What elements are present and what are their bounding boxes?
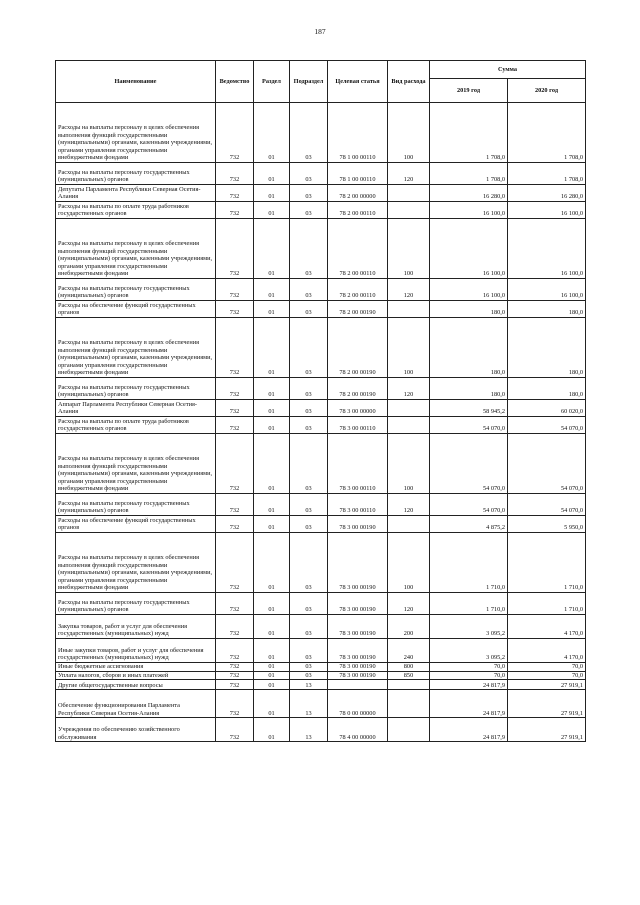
cell-s2019: 180,0 (430, 301, 508, 318)
table-row (56, 690, 586, 718)
cell-s2020: 180,0 (508, 378, 586, 400)
cell-raz: 01 (254, 718, 290, 742)
budget-table (55, 60, 586, 742)
table-row (56, 533, 586, 593)
cell-cs: 78 3 00 00190 (328, 615, 388, 639)
cell-vr (388, 680, 430, 690)
cell-cs: 78 3 00 00190 (328, 663, 388, 672)
table-row (56, 663, 586, 672)
cell-s2019: 16 100,0 (430, 279, 508, 301)
cell-ved: 732 (216, 434, 254, 494)
cell-ved: 732 (216, 533, 254, 593)
cell-s2020: 16 100,0 (508, 219, 586, 279)
cell-ved: 732 (216, 593, 254, 615)
cell-vr: 100 (388, 434, 430, 494)
header-podrazdel: Подраздел (290, 61, 328, 103)
table-row (56, 378, 586, 400)
table-row (56, 718, 586, 742)
cell-pod: 03 (290, 318, 328, 378)
cell-s2019: 70,0 (430, 663, 508, 672)
table-row (56, 103, 586, 163)
cell-pod: 03 (290, 163, 328, 185)
cell-s2020: 16 100,0 (508, 279, 586, 301)
cell-s2020: 180,0 (508, 318, 586, 378)
cell-s2020: 1 708,0 (508, 163, 586, 185)
cell-pod: 03 (290, 494, 328, 516)
cell-s2019: 180,0 (430, 378, 508, 400)
cell-raz: 01 (254, 279, 290, 301)
cell-name: Расходы на выплаты персоналу в целях обеспечения выполнения функций государственными (муниципальными) органами, казенными учреждениями, органами управления государственными внебюджетными фондами (56, 318, 216, 378)
cell-name: Расходы на выплаты персоналу в целях обеспечения выполнения функций государственными (муниципальными) органами, казенными учреждениями, органами управления государственными внебюджетными фондами (56, 103, 216, 163)
table-row (56, 615, 586, 639)
cell-pod: 03 (290, 219, 328, 279)
cell-cs: 78 2 00 00190 (328, 378, 388, 400)
cell-ved: 732 (216, 417, 254, 434)
table-row (56, 516, 586, 533)
cell-vr: 200 (388, 615, 430, 639)
cell-pod: 03 (290, 533, 328, 593)
cell-raz: 01 (254, 516, 290, 533)
cell-s2020: 4 170,0 (508, 615, 586, 639)
cell-name: Обеспечение функционирования Парламента Республики Северная Осетия-Алания (56, 690, 216, 718)
cell-raz: 01 (254, 494, 290, 516)
cell-name: Закупка товаров, работ и услуг для обеспечения государственных (муниципальных) нужд (56, 615, 216, 639)
cell-s2019: 24 817,9 (430, 718, 508, 742)
cell-s2020: 16 280,0 (508, 185, 586, 202)
cell-s2019: 1 708,0 (430, 163, 508, 185)
cell-raz: 01 (254, 680, 290, 690)
cell-raz: 01 (254, 318, 290, 378)
cell-ved: 732 (216, 400, 254, 417)
cell-cs: 78 3 00 00190 (328, 533, 388, 593)
cell-pod: 13 (290, 690, 328, 718)
cell-s2019: 24 817,9 (430, 690, 508, 718)
cell-s2020: 4 170,0 (508, 639, 586, 663)
table-row (56, 671, 586, 680)
cell-vr (388, 301, 430, 318)
cell-ved: 732 (216, 163, 254, 185)
cell-cs: 78 3 00 00190 (328, 593, 388, 615)
cell-s2020: 1 710,0 (508, 593, 586, 615)
cell-vr (388, 400, 430, 417)
cell-vr: 120 (388, 279, 430, 301)
header-vid: Вид расхода (388, 61, 430, 103)
cell-s2019: 1 708,0 (430, 103, 508, 163)
table-row (56, 494, 586, 516)
header-vedomstvo: Ведомство (216, 61, 254, 103)
table-row (56, 219, 586, 279)
cell-s2020: 180,0 (508, 301, 586, 318)
cell-raz: 01 (254, 103, 290, 163)
cell-cs: 78 2 00 00190 (328, 301, 388, 318)
cell-ved: 732 (216, 103, 254, 163)
cell-s2020: 54 070,0 (508, 494, 586, 516)
table-row (56, 400, 586, 417)
cell-pod: 03 (290, 516, 328, 533)
cell-s2019: 16 280,0 (430, 185, 508, 202)
cell-raz: 01 (254, 533, 290, 593)
cell-ved: 732 (216, 279, 254, 301)
cell-name: Расходы на выплаты персоналу государственных (муниципальных) органов (56, 163, 216, 185)
header-name: Наименование (56, 61, 216, 103)
cell-vr: 100 (388, 219, 430, 279)
cell-cs: 78 0 00 00000 (328, 690, 388, 718)
cell-pod: 03 (290, 615, 328, 639)
cell-vr: 120 (388, 163, 430, 185)
cell-cs: 78 3 00 00190 (328, 639, 388, 663)
table-body (56, 103, 586, 742)
table-row (56, 301, 586, 318)
cell-raz: 01 (254, 434, 290, 494)
cell-cs: 78 2 00 00110 (328, 219, 388, 279)
cell-ved: 732 (216, 494, 254, 516)
cell-raz: 01 (254, 663, 290, 672)
table-row (56, 593, 586, 615)
cell-ved: 732 (216, 219, 254, 279)
cell-cs: 78 3 00 00110 (328, 434, 388, 494)
cell-ved: 732 (216, 516, 254, 533)
cell-s2020: 54 070,0 (508, 417, 586, 434)
cell-cs: 78 2 00 00190 (328, 318, 388, 378)
cell-pod: 03 (290, 593, 328, 615)
cell-s2020: 70,0 (508, 663, 586, 672)
cell-cs: 78 1 00 00110 (328, 103, 388, 163)
cell-s2019: 180,0 (430, 318, 508, 378)
table-row (56, 185, 586, 202)
cell-name: Расходы на выплаты персоналу в целях обеспечения выполнения функций государственными (муниципальными) органами, казенными учреждениями, органами управления государственными внебюджетными фондами (56, 533, 216, 593)
cell-vr: 800 (388, 663, 430, 672)
cell-s2020: 70,0 (508, 671, 586, 680)
cell-raz: 01 (254, 639, 290, 663)
cell-cs: 78 2 00 00110 (328, 202, 388, 219)
cell-s2020: 27 919,1 (508, 718, 586, 742)
table-row (56, 417, 586, 434)
cell-vr: 100 (388, 533, 430, 593)
cell-cs: 78 4 00 00000 (328, 718, 388, 742)
cell-raz: 01 (254, 185, 290, 202)
cell-pod: 03 (290, 185, 328, 202)
cell-cs: 78 3 00 00190 (328, 516, 388, 533)
cell-pod: 03 (290, 663, 328, 672)
cell-s2019: 24 817,9 (430, 680, 508, 690)
cell-pod: 03 (290, 279, 328, 301)
cell-raz: 01 (254, 163, 290, 185)
cell-raz: 01 (254, 301, 290, 318)
cell-s2020: 60 020,0 (508, 400, 586, 417)
cell-name: Расходы на выплаты по оплате труда работников государственных органов (56, 202, 216, 219)
cell-cs: 78 2 00 00000 (328, 185, 388, 202)
cell-raz: 01 (254, 400, 290, 417)
page-number: 187 (314, 27, 326, 36)
cell-s2019: 1 710,0 (430, 593, 508, 615)
cell-raz: 01 (254, 417, 290, 434)
cell-cs: 78 3 00 00110 (328, 494, 388, 516)
cell-raz: 01 (254, 615, 290, 639)
cell-pod: 03 (290, 301, 328, 318)
cell-vr: 100 (388, 318, 430, 378)
header-2019: 2019 год (430, 79, 508, 103)
cell-name: Расходы на выплаты персоналу государственных (муниципальных) органов (56, 279, 216, 301)
table-row (56, 202, 586, 219)
cell-vr (388, 417, 430, 434)
cell-s2019: 54 070,0 (430, 434, 508, 494)
header-celevaya: Целевая статья (328, 61, 388, 103)
cell-raz: 01 (254, 202, 290, 219)
cell-ved: 732 (216, 680, 254, 690)
cell-cs (328, 680, 388, 690)
cell-s2019: 3 095,2 (430, 615, 508, 639)
cell-vr: 100 (388, 103, 430, 163)
table-row (56, 434, 586, 494)
cell-raz: 01 (254, 690, 290, 718)
cell-pod: 03 (290, 434, 328, 494)
cell-vr (388, 516, 430, 533)
cell-ved: 732 (216, 185, 254, 202)
cell-s2019: 16 100,0 (430, 219, 508, 279)
cell-ved: 732 (216, 663, 254, 672)
cell-cs: 78 3 00 00000 (328, 400, 388, 417)
cell-cs: 78 1 00 00110 (328, 163, 388, 185)
cell-name: Иные бюджетные ассигнования (56, 663, 216, 672)
cell-name: Расходы на выплаты персоналу в целях обеспечения выполнения функций государственными (муниципальными) органами, казенными учреждениями, органами управления государственными внебюджетными фондами (56, 434, 216, 494)
cell-pod: 03 (290, 639, 328, 663)
cell-ved: 732 (216, 318, 254, 378)
cell-vr (388, 718, 430, 742)
cell-s2020: 27 919,1 (508, 690, 586, 718)
cell-pod: 03 (290, 400, 328, 417)
cell-ved: 732 (216, 301, 254, 318)
cell-pod: 03 (290, 671, 328, 680)
cell-pod: 13 (290, 718, 328, 742)
cell-s2019: 3 095,2 (430, 639, 508, 663)
cell-ved: 732 (216, 671, 254, 680)
cell-name: Иные закупки товаров, работ и услуг для обеспечения государственных (муниципальных) нужд (56, 639, 216, 663)
cell-name: Расходы на обеспечение функций государственных органов (56, 301, 216, 318)
cell-name: Учреждения по обеспечению хозяйственного обслуживания (56, 718, 216, 742)
cell-pod: 03 (290, 378, 328, 400)
header-summa: Сумма (430, 61, 586, 79)
cell-name: Расходы на выплаты персоналу государственных (муниципальных) органов (56, 593, 216, 615)
table-row (56, 680, 586, 690)
cell-raz: 01 (254, 671, 290, 680)
cell-s2019: 16 100,0 (430, 202, 508, 219)
cell-s2019: 1 710,0 (430, 533, 508, 593)
table-row (56, 639, 586, 663)
cell-vr (388, 202, 430, 219)
cell-s2019: 54 070,0 (430, 417, 508, 434)
cell-vr: 850 (388, 671, 430, 680)
cell-name: Аппарат Парламента Республики Северная Осетия-Алания (56, 400, 216, 417)
cell-ved: 732 (216, 615, 254, 639)
cell-name: Уплата налогов, сборов и иных платежей (56, 671, 216, 680)
cell-raz: 01 (254, 378, 290, 400)
table-row (56, 318, 586, 378)
cell-s2020: 16 100,0 (508, 202, 586, 219)
cell-pod: 13 (290, 680, 328, 690)
cell-name: Депутаты Парламента Республики Северная Осетия-Алания (56, 185, 216, 202)
cell-s2020: 1 708,0 (508, 103, 586, 163)
table-row (56, 163, 586, 185)
cell-name: Расходы на выплаты персоналу в целях обеспечения выполнения функций государственными (муниципальными) органами, казенными учреждениями, органами управления государственными внебюджетными фондами (56, 219, 216, 279)
cell-vr: 120 (388, 593, 430, 615)
header-razdel: Раздел (254, 61, 290, 103)
cell-ved: 732 (216, 639, 254, 663)
cell-pod: 03 (290, 202, 328, 219)
cell-cs: 78 3 00 00110 (328, 417, 388, 434)
cell-vr: 120 (388, 378, 430, 400)
cell-cs: 78 3 00 00190 (328, 671, 388, 680)
cell-pod: 03 (290, 103, 328, 163)
cell-s2020: 27 919,1 (508, 680, 586, 690)
cell-vr (388, 690, 430, 718)
cell-s2019: 70,0 (430, 671, 508, 680)
cell-s2020: 54 070,0 (508, 434, 586, 494)
cell-raz: 01 (254, 593, 290, 615)
cell-name: Другие общегосударственные вопросы (56, 680, 216, 690)
cell-ved: 732 (216, 690, 254, 718)
cell-s2019: 58 945,2 (430, 400, 508, 417)
cell-name: Расходы на обеспечение функций государственных органов (56, 516, 216, 533)
cell-pod: 03 (290, 417, 328, 434)
cell-name: Расходы на выплаты персоналу государственных (муниципальных) органов (56, 378, 216, 400)
table-row (56, 279, 586, 301)
cell-name: Расходы на выплаты по оплате труда работников государственных органов (56, 417, 216, 434)
cell-s2020: 5 950,0 (508, 516, 586, 533)
cell-raz: 01 (254, 219, 290, 279)
cell-cs: 78 2 00 00110 (328, 279, 388, 301)
cell-ved: 732 (216, 718, 254, 742)
cell-vr (388, 185, 430, 202)
cell-s2019: 54 070,0 (430, 494, 508, 516)
cell-s2019: 4 875,2 (430, 516, 508, 533)
cell-vr: 120 (388, 494, 430, 516)
cell-vr: 240 (388, 639, 430, 663)
cell-ved: 732 (216, 378, 254, 400)
cell-ved: 732 (216, 202, 254, 219)
cell-name: Расходы на выплаты персоналу государственных (муниципальных) органов (56, 494, 216, 516)
header-2020: 2020 год (508, 79, 586, 103)
cell-s2020: 1 710,0 (508, 533, 586, 593)
